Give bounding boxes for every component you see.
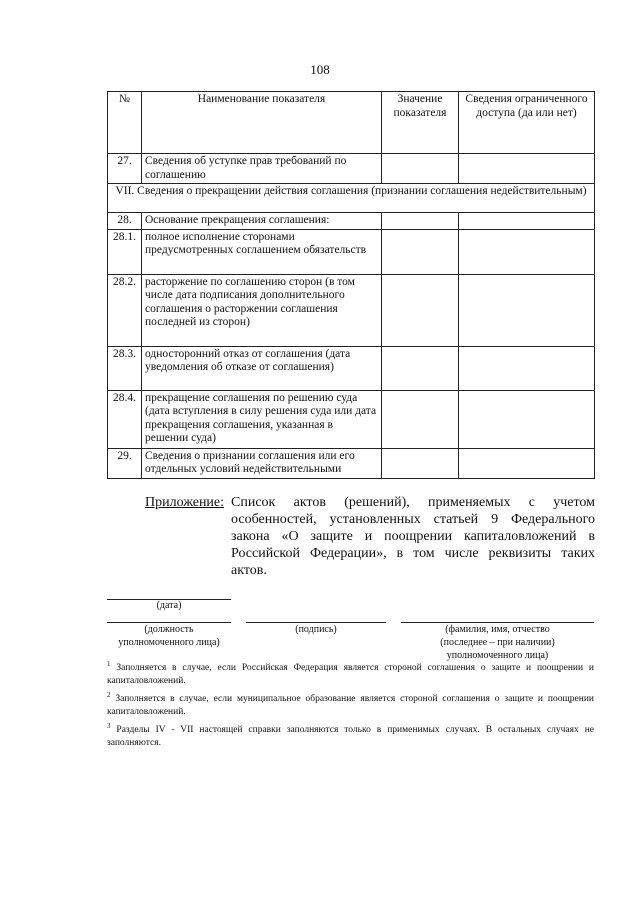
appendix — [145, 494, 595, 579]
row-name: прекращение соглашения по решению суда (дата вступления в силу решения суда или дата прекращения соглашения, указанная в решении суда) — [142, 390, 382, 448]
row-number: 28.2. — [108, 274, 142, 346]
footnote — [107, 689, 594, 719]
table-row — [108, 229, 595, 274]
row-restricted — [459, 346, 595, 390]
row-number: 27. — [108, 154, 142, 184]
signature-caption: (подпись) — [295, 624, 337, 635]
name-caption-line1: (фамилия, имя, отчество — [445, 624, 550, 635]
footnote-text: Заполняется в случае, если муниципальное образование является стороной соглашения о защите и поощрении капиталовложений. — [107, 694, 594, 718]
header-value: Значение показателя — [382, 92, 459, 154]
section-title: VII. Сведения о прекращении действия соглашения (признании соглашения недействительным) — [108, 184, 595, 213]
section-row — [108, 184, 595, 213]
position-caption — [97, 623, 241, 649]
row-name: расторжение по соглашению сторон (в том числе дата подписания дополнительного соглашения о расторжении соглашения последней из сторон) — [142, 274, 382, 346]
table-row — [108, 390, 595, 448]
row-number: 28.4. — [108, 390, 142, 448]
indicators-table — [107, 91, 595, 479]
footnotes — [107, 658, 594, 751]
table-header-row — [108, 92, 595, 154]
footnote — [107, 658, 594, 688]
row-name: односторонний отказ от соглашения (дата уведомления об отказе от соглашения) — [142, 346, 382, 390]
row-number: 28.3. — [108, 346, 142, 390]
header-number: № — [108, 92, 142, 154]
position-caption-line2: уполномоченного лица) — [118, 637, 220, 648]
row-value — [382, 274, 459, 346]
row-restricted — [459, 448, 595, 478]
table-row — [108, 274, 595, 346]
footnote-text: Заполняется в случае, если Российская Федерация является стороной соглашения о защите и поощрении и капиталовложений. — [107, 663, 595, 687]
position-caption-line1: (должность — [144, 624, 194, 635]
table-row — [108, 213, 595, 230]
row-value — [382, 346, 459, 390]
name-caption-line2: (последнее – при наличии) — [440, 637, 555, 648]
row-value — [382, 390, 459, 448]
row-restricted — [459, 154, 595, 184]
row-restricted — [459, 213, 595, 230]
row-number: 29. — [108, 448, 142, 478]
row-value — [382, 213, 459, 230]
row-value — [382, 448, 459, 478]
table-row — [108, 448, 595, 478]
row-number: 28. — [108, 213, 142, 230]
name-caption — [401, 623, 594, 662]
table-row — [108, 346, 595, 390]
footnote-mark: 3 — [107, 722, 111, 731]
row-value — [382, 154, 459, 184]
page-number: 108 — [310, 62, 330, 77]
appendix-label: Приложение: — [145, 495, 225, 510]
row-name: Основание прекращения соглашения: — [142, 213, 382, 230]
row-value — [382, 229, 459, 274]
footnote-text: Разделы IV - VII настоящей справки заполняются только в применимых случаях. В остальных случаях не заполняются. — [107, 725, 594, 749]
row-name: Сведения об уступке прав требований по соглашению — [142, 154, 382, 184]
footnote — [107, 720, 594, 750]
date-caption: (дата) — [156, 600, 182, 611]
row-name: Сведения о признании соглашения или его отдельных условий недействительными — [142, 448, 382, 478]
row-name: полное исполнение сторонами предусмотренных соглашением обязательств — [142, 229, 382, 274]
row-restricted — [459, 274, 595, 346]
footnote-mark: 1 — [107, 660, 111, 668]
row-restricted — [459, 229, 595, 274]
header-indicator-name: Наименование показателя — [142, 92, 382, 154]
header-restricted-access: Сведения ограниченного доступа (да или нет) — [459, 92, 595, 154]
row-number: 28.1. — [108, 229, 142, 274]
table-row — [108, 154, 595, 184]
appendix-text: Список актов (решений), применяемых с учетом особенностей, установленных статьей 9 Федерального закона «О защите и поощрении капиталовложений в Российской Федерации», в том числе реквизиты таких актов. — [231, 495, 595, 578]
name-caption-line3: уполномоченного лица) — [446, 650, 549, 661]
footnote-mark: 2 — [107, 691, 111, 700]
row-restricted — [459, 390, 595, 448]
